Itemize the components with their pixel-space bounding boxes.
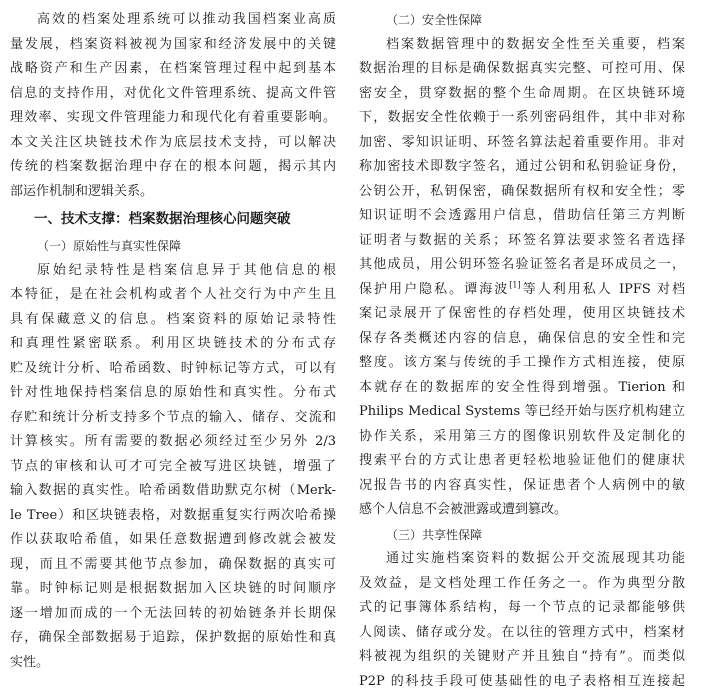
text-line-with-citation (359, 278, 685, 303)
text-line: 和真理性紧密联系。利用区块链技术的分布式存 (10, 332, 336, 357)
text-line: 传统的档案数据治理中存在的根本问题，揭示其内 (10, 155, 336, 180)
text-line: 本就存在的数据库的安全性得到增强。Tierion 和 (359, 376, 685, 401)
section-heading: 一、技术支撑：档案数据治理核心问题突破 (10, 204, 336, 234)
text-line: 计算核实。所有需要的数据必须经过至少另外 2/3 (10, 430, 336, 455)
text-line: 原始纪录特性是档案信息异于其他信息的根 (10, 259, 336, 284)
subsection-3-paragraph (359, 547, 685, 694)
right-column (359, 8, 685, 694)
text-line: 战略资产和生产因素，在档案管理过程中起到基本 (10, 57, 336, 82)
text-line: 信息的支持作用，对优化文件管理系统、提高文件管 (10, 82, 336, 107)
subsection-title: （三）共享性保障 (359, 523, 685, 548)
text-line: 密安全，贯穿数据的整个生命周期。在区块链环境 (359, 82, 685, 107)
text-line: 通过实施档案资料的数据公开交流展现其功能 (359, 547, 685, 572)
text-line: Philips Medical Systems 等已经开始与医疗机构建立 (359, 400, 685, 425)
left-column (10, 8, 336, 675)
citation-marker[interactable]: [1] (509, 280, 520, 289)
text-line: 公钥公开，私钥保密，确保数据所有权和安全性；零 (359, 180, 685, 205)
intro-paragraph (10, 8, 336, 204)
subsection-1-paragraph (10, 259, 336, 676)
text-line: 靠。时钟标记则是根据数据加入区块链的时间顺序 (10, 577, 336, 602)
text-line: 作以获取哈希值，如果任意数据遭到修改就会被发 (10, 528, 336, 553)
text-line: 称加密技术即数字签名，通过公钥和私钥验证身份， (359, 155, 685, 180)
text-line: 部运作机制和逻辑关系。 (10, 180, 336, 205)
text-line: 输入数据的真实性。哈希函数借助默克尔树（Merk- (10, 479, 336, 504)
text-line: 逐一增加而成的一个无法回转的初始链条并长期保 (10, 602, 336, 627)
text-line: 搜索平台的方式让患者更轻松地验证他们的健康状 (359, 449, 685, 474)
text-line: 高效的档案处理系统可以推动我国档案业高质 (10, 8, 336, 33)
subsection-title: （二）安全性保障 (359, 8, 685, 33)
text-line: 人阅读、储存或分发。在以往的管理方式中，档案材 (359, 621, 685, 646)
text-line: 量发展，档案资料被视为国家和经济发展中的关键 (10, 33, 336, 58)
text-line: 具有保藏意义的信息。档案资料的原始记录特性 (10, 308, 336, 333)
text-line: 协作关系，采用第三方的图像识别软件及定制化的 (359, 425, 685, 450)
text-line: 保存各类概述内容的信息，确保信息的安全性和完 (359, 327, 685, 352)
text-line: 加密、零知识证明、环签名算法起着重要作用。非对 (359, 131, 685, 156)
text-line: 案记录展开了保密性的存档处理，使用区块链技术 (359, 302, 685, 327)
text-line: 档案数据管理中的数据安全性至关重要，档案 (359, 33, 685, 58)
text-line: 本文关注区块链技术作为底层技术支持，可以解决 (10, 131, 336, 156)
text-line: 及效益，是文档处理工作任务之一。作为典型分散 (359, 572, 685, 597)
text-line: 知识证明不会透露用户信息，借助信任第三方判断 (359, 204, 685, 229)
text-segment: 保护用户隐私。谭海波 (359, 282, 509, 297)
text-line: 下，数据安全性依赖于一系列密码组件，其中非对称 (359, 106, 685, 131)
text-line: 式的记事簿体系结构，每一个节点的记录都能够供 (359, 596, 685, 621)
text-line: 贮及统计分析、哈希函数、时钟标记等方式，可以有 (10, 357, 336, 382)
text-line: 节点的审核和认可才可完全被写进区块链，增强了 (10, 455, 336, 480)
text-line: 况报告书的内容真实性，保证患者个人病例中的敏 (359, 474, 685, 499)
text-line: 数据治理的目标是确保数据真实完整、可控可用、保 (359, 57, 685, 82)
text-line: 料被视为组织的关键财产并且独自“持有”。而类似 (359, 645, 685, 670)
text-line: 存贮和统计分析支持多个节点的输入、储存、交流和 (10, 406, 336, 431)
subsection-2-paragraph (359, 33, 685, 523)
text-segment: 等人利用私人 IPFS 对档 (521, 282, 685, 297)
text-line: le Tree）和区块链表格，对数据重复实行两次哈希操 (10, 504, 336, 529)
text-line: 存，确保全部数据易于追踪，保护数据的原始性和真 (10, 626, 336, 651)
text-line: 理效率、实现文件管理能力和现代化有着重要影响。 (10, 106, 336, 131)
text-line: P2P 的科技手段可使基础性的电子表格相互连接起 (359, 670, 685, 694)
text-line: 针对性地保持档案信息的原始性和真实性。分布式 (10, 381, 336, 406)
text-line: 感个人信息不会被泄露或遭到篡改。 (359, 498, 685, 523)
text-line: 本特征，是在社会机构或者个人社交行为中产生且 (10, 283, 336, 308)
text-line: 证明者与数据的关系；环签名算法要求签名者选择 (359, 229, 685, 254)
text-line: 其他成员，用公钥环签名验证签名者是环成员之一， (359, 253, 685, 278)
text-line: 整度。该方案与传统的手工操作方式相连接，使原 (359, 351, 685, 376)
subsection-title: （一）原始性与真实性保障 (10, 234, 336, 259)
text-line: 现，而且不需要其他节点参加，确保数据的真实可 (10, 553, 336, 578)
text-line: 实性。 (10, 651, 336, 676)
